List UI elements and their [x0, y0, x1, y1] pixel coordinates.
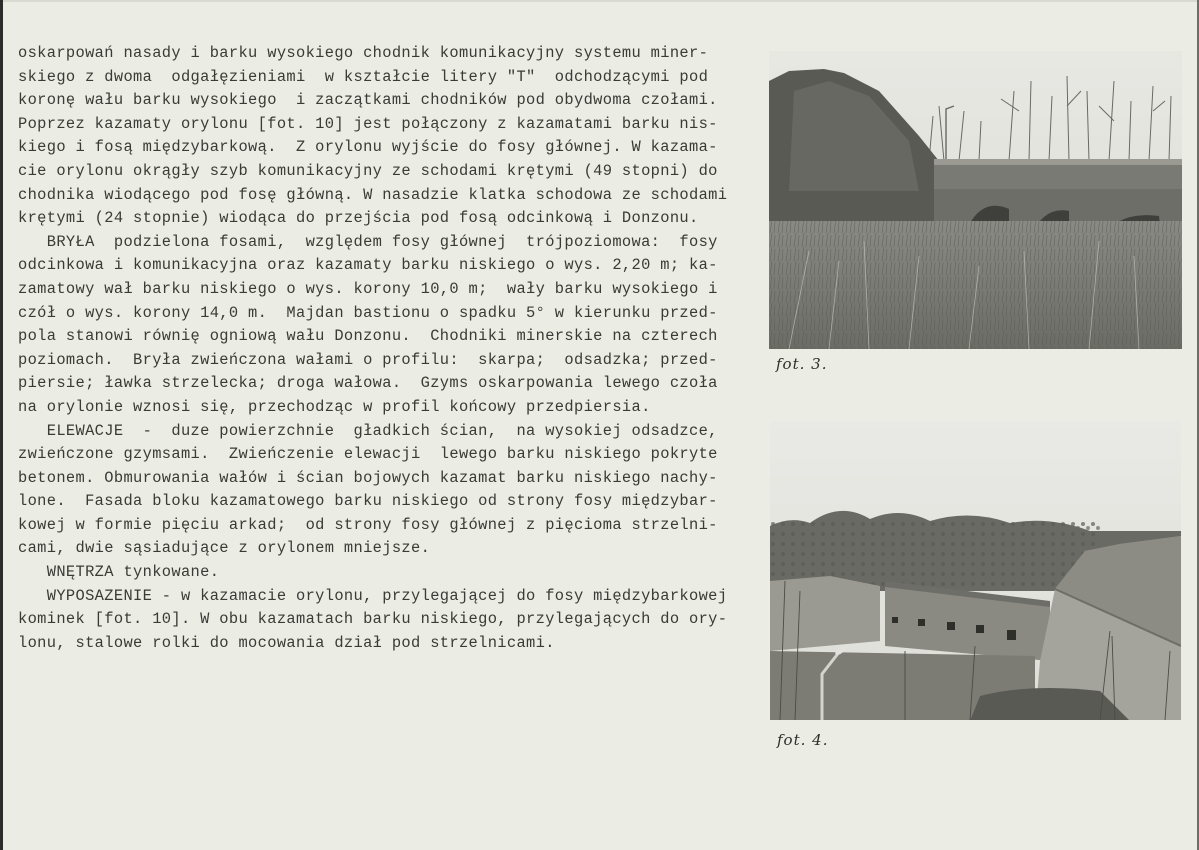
scan-top-edge	[0, 0, 1199, 2]
text-line: czół o wys. korony 14,0 m. Majdan bastionu o spadku 5° w kierunku przed-	[18, 303, 718, 322]
text-line: cie orylonu okrągły szyb komunikacyjny ze schodami krętymi (49 stopni) do	[18, 161, 718, 180]
photo-caption: fot. 4.	[777, 731, 829, 749]
text-line: Poprzez kazamaty orylonu [fot. 10] jest połączony z kazamatami barku nis-	[18, 114, 718, 133]
text-line: kowej w formie pięciu arkad; od strony fosy głównej z pięcioma strzelni-	[18, 515, 718, 534]
photo-image	[770, 421, 1181, 720]
photo-caption: fot. 3.	[776, 355, 828, 373]
paragraph-elewacje: ELEWACJE - duze powierzchnie gładkich ścian, na wysokiej odsadzce,	[18, 421, 718, 440]
text-line: cami, dwie sąsiadujące z orylonem mniejsze.	[18, 539, 431, 558]
text-line: odcinkowa i komunikacyjna oraz kazamaty barku niskiego o wys. 2,20 m; ka-	[18, 256, 718, 275]
text-line: chodnika wiodącego pod fosę główną. W nasadzie klatka schodowa ze schodami	[18, 185, 728, 204]
text-line: kominek [fot. 10]. W obu kazamatach barku niskiego, przylegających do ory-	[18, 610, 728, 629]
text-line: kiego i fosą międzybarkową. Z orylonu wyjście do fosy głównej. W kazama-	[18, 138, 718, 157]
body-text	[18, 42, 763, 655]
scan-left-edge	[0, 0, 3, 850]
text-line: piersie; ławka strzelecka; droga wałowa. Gzyms oskarpowania lewego czoła	[18, 374, 718, 393]
text-line: poziomach. Bryła zwieńczona wałami o profilu: skarpa; odsadzka; przed-	[18, 350, 718, 369]
paragraph-wnetrza: WNĘTRZA tynkowane.	[18, 563, 220, 582]
text-line: betonem. Obmurowania wałów i ścian bojowych kazamat barku niskiego nachy-	[18, 468, 718, 487]
text-line: na orylonie wznosi się, przechodząc w profil końcowy przedpiersia.	[18, 397, 651, 416]
text-line: pola stanowi równię ogniową wału Donzonu. Chodniki minerskie na czterech	[18, 327, 718, 346]
text-line: koronę wału barku wysokiego i zaczątkami chodników pod obydwoma czołami.	[18, 91, 718, 110]
text-line: lonu, stalowe rolki do mocowania dział pod strzelnicami.	[18, 633, 555, 652]
photo-fort-casemate-wall	[770, 421, 1181, 720]
text-line: zamatowy wał barku niskiego o wys. korony 10,0 m; wały barku wysokiego i	[18, 279, 718, 298]
text-line: zwieńczone gzymsami. Zwieńczenie elewacji lewego barku niskiego pokryte	[18, 445, 718, 464]
text-line: lone. Fasada bloku kazamatowego barku niskiego od strony fosy międzybar-	[18, 492, 718, 511]
text-line: skiego z dwoma odgałęzieniami w kształcie litery "T" odchodzącymi pod	[18, 67, 709, 86]
photo-fort-bastion-arcades	[769, 51, 1182, 349]
photo-image	[769, 51, 1182, 349]
text-line: krętymi (24 stopnie) wiodąca do przejścia pod fosą odcinkową i Donzonu.	[18, 209, 699, 228]
text-line: oskarpowań nasady i barku wysokiego chodnik komunikacyjny systemu miner-	[18, 44, 709, 62]
paragraph-wyposazenie: WYPOSAZENIE - w kazamacie orylonu, przylegającej do fosy międzybarkowej	[18, 586, 728, 605]
paragraph-bryla: BRYŁA podzielona fosami, względem fosy głównej trójpoziomowa: fosy	[18, 232, 718, 251]
